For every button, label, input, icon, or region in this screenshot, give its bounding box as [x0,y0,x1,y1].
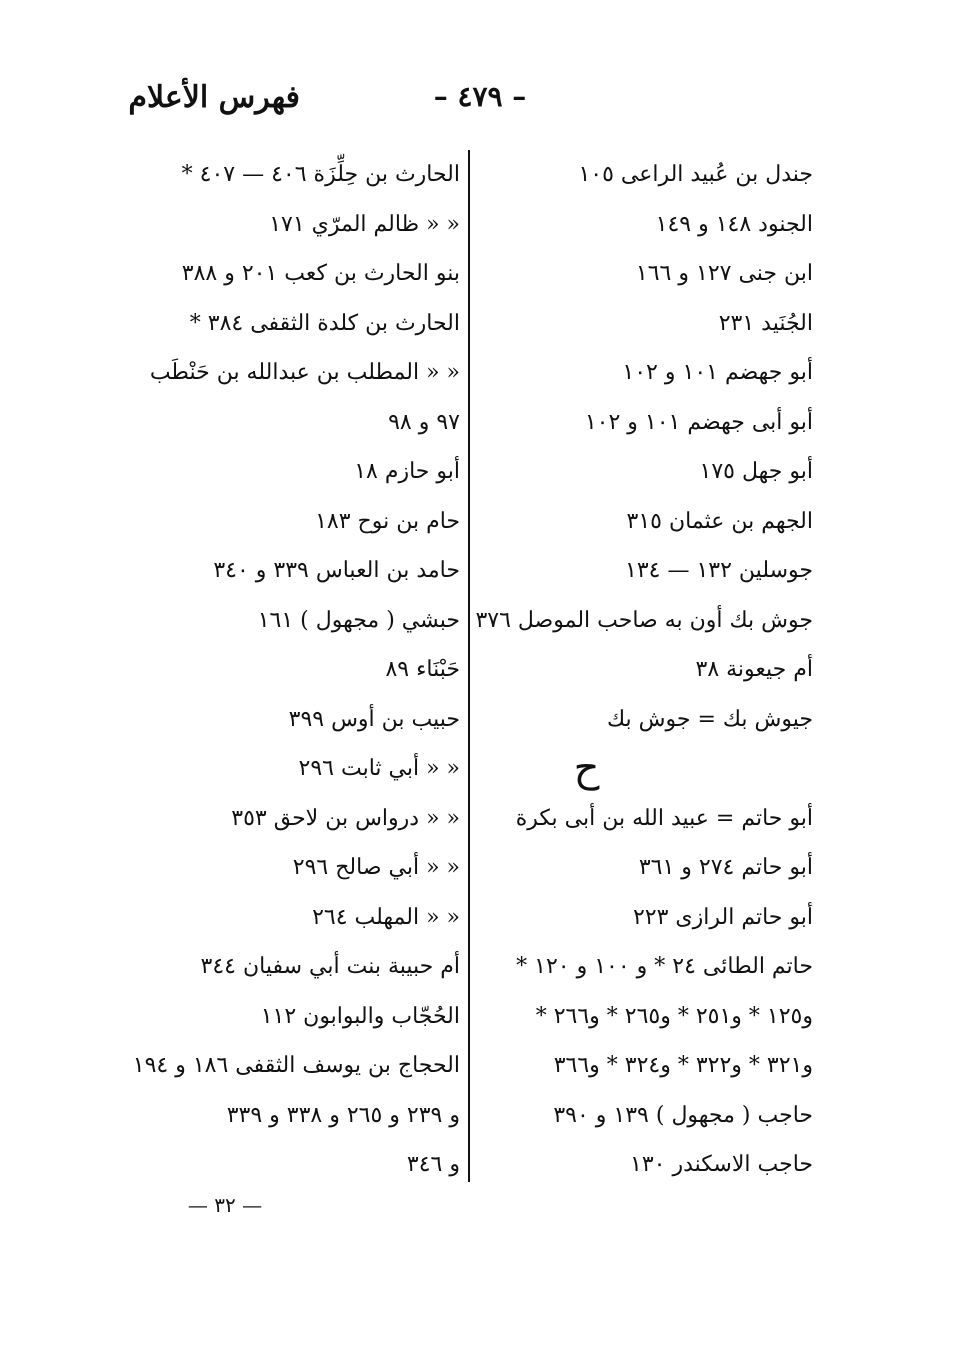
index-entry: أبو حازم ١٨ [354,459,460,484]
index-entry: « « المطلب بن عبدالله بن حَنْطَب [149,360,460,385]
index-entry: حاجب ( مجهول ) ١٣٩ و ٣٩٠ [553,1102,813,1128]
index-entry: و٣٢١ * و٣٢٢ * و٣٢٤ * و٣٦٦ [553,1053,813,1078]
index-entry: « « أبي ثابت ٢٩٦ [298,756,460,781]
index-entry: « « أبي صالح ٢٩٦ [292,855,460,880]
index-entry: و١٢٥ * و٢٥١ * و٢٦٥ * و٢٦٦ * [535,1003,813,1029]
index-entry: الحارث بن حِلِّزَة ٤٠٦ — ٤٠٧ * [181,162,460,187]
index-entry: الجهم بن عثمان ٣١٥ [626,508,813,534]
index-entry: « « درواس بن لاحق ٣٥٣ [231,805,460,831]
index-column-right [475,150,813,1190]
index-entry: أبو حاتم ٢٧٤ و ٣٦١ [638,855,813,880]
index-entry: أم جيعونة ٣٨ [695,657,813,682]
index-entry: حاجب الاسكندر ١٣٠ [630,1152,813,1177]
index-entry: جوسلين ١٣٢ — ١٣٤ [625,558,813,583]
index-column-left [120,150,460,1190]
index-entry: الجنود ١٤٨ و ١٤٩ [655,211,813,237]
index-entry: « « المهلب ٢٦٤ [312,904,460,930]
section-letter: ح [573,745,600,791]
index-entry: و ٢٣٩ و ٢٦٥ و ٣٣٨ و ٣٣٩ [226,1102,460,1128]
index-entry: الجُنَيد ٢٣١ [718,310,813,336]
index-entry: أبو جهضم ١٠١ و ١٠٢ [622,360,813,385]
index-entry: ٩٧ و ٩٨ [388,409,460,435]
index-entry: و ٣٤٦ [406,1152,460,1177]
index-entry: حاتم الطائى ٢٤ * و ١٠٠ و ١٢٠ * [516,954,813,979]
index-entry: الحجاج بن يوسف الثقفى ١٨٦ و ١٩٤ [132,1053,460,1078]
index-entry: الحُجّاب والبوابون ١١٢ [260,1003,460,1029]
column-divider [468,150,470,1182]
index-entry: الحارث بن كلدة الثقفى ٣٨٤ * [189,310,460,336]
index-entry: حبشي ( مجهول ) ١٦١ [257,607,460,633]
index-entry: حَبْنَاء ٨٩ [385,657,460,682]
index-entry: أم حبيبة بنت أبي سفيان ٣٤٤ [200,954,460,979]
index-entry: بنو الحارث بن كعب ٢٠١ و ٣٨٨ [181,261,460,286]
signature-number: — ٣٢ — [187,1193,263,1217]
index-entry: حامد بن العباس ٣٣٩ و ٣٤٠ [213,558,460,583]
index-entry: حام بن نوح ١٨٣ [315,508,460,534]
page-number: – ٤٧٩ – [433,80,527,113]
index-entry: أبو حاتم = عبيد الله بن أبى بكرة [515,805,813,831]
index-entry: جندل بن عُبيد الراعى ١٠٥ [578,162,813,187]
running-title: فهرس الأعلام [128,80,300,115]
index-entry: جيوش بك = جوش بك [606,706,813,732]
index-entry: أبو حاتم الرازى ٢٢٣ [632,904,813,930]
index-entry: جوش بك أون به صاحب الموصل ٣٧٦ [475,607,813,633]
index-entry: أبو جهل ١٧٥ [699,459,813,484]
index-entry: حبيب بن أوس ٣٩٩ [288,706,460,732]
index-entry: « « ظالم المرّي ١٧١ [269,211,460,237]
index-entry: ابن جنى ١٢٧ و ١٦٦ [635,261,813,286]
index-entry: أبو أبى جهضم ١٠١ و ١٠٢ [584,409,813,435]
